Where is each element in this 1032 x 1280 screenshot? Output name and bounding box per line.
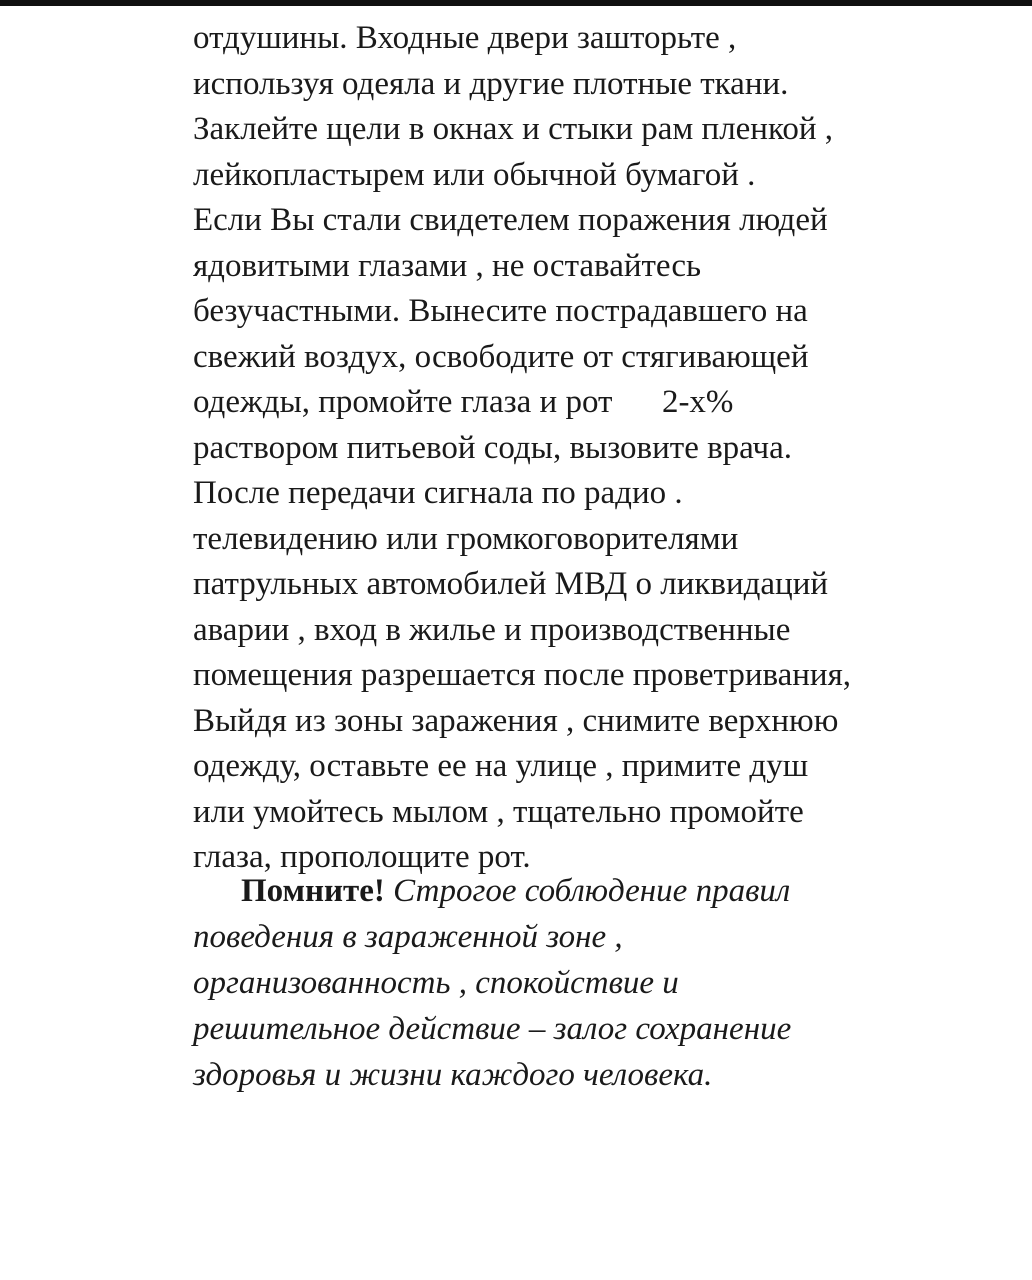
- text-line: лейкопластырем или обычной бумагой .: [193, 156, 756, 193]
- note-lead: Помните!: [241, 873, 385, 909]
- body-text: [193, 16, 973, 881]
- text-line: Выйдя из зоны заражения , снимите верхнюю: [193, 702, 839, 739]
- text-line: патрульных автомобилей МВД о ликвидаций: [193, 566, 829, 602]
- document-page: [0, 6, 1032, 1280]
- remember-note: [193, 868, 973, 1098]
- text-line: отдушины. Входные двери зашторьте ,: [193, 20, 737, 56]
- text-line: используя одеяла и другие плотные ткани.: [193, 65, 789, 102]
- text-line: раствором питьевой соды, вызовите врача.: [193, 429, 792, 466]
- text-line: одежду, оставьте ее на улице , примите душ: [193, 748, 809, 784]
- note-first-line: [193, 868, 973, 914]
- text-line: одежды, промойте глаза и рот 2-х%: [193, 384, 734, 420]
- note-line: здоровья и жизни каждого человека.: [193, 1057, 713, 1093]
- note-line: организованность , спокойствие и: [193, 965, 679, 1001]
- note-first-line-text: Строгое соблюдение правил: [384, 873, 791, 909]
- note-line: решительное действие – залог сохранение: [193, 1011, 792, 1047]
- text-line: После передачи сигнала по радио .: [193, 475, 683, 511]
- text-line: телевидению или громкоговорителями: [193, 520, 739, 557]
- note-line: поведения в зараженной зоне ,: [193, 919, 623, 955]
- text-line: аварии , вход в жилье и производственные: [193, 611, 791, 648]
- text-line: глаза, прополощите рот.: [193, 839, 531, 875]
- text-line: безучастными. Вынесите пострадавшего на: [193, 293, 808, 329]
- text-line: Если Вы стали свидетелем поражения людей: [193, 202, 828, 238]
- text-line: Заклейте щели в окнах и стыки рам пленкой ,: [193, 111, 833, 147]
- text-line: или умойтесь мылом , тщательно промойте: [193, 793, 804, 830]
- text-line: свежий воздух, освободите от стягивающей: [193, 338, 809, 375]
- text-line: ядовитыми глазами , не оставайтесь: [193, 247, 702, 284]
- text-line: помещения разрешается после проветривания,: [193, 657, 852, 693]
